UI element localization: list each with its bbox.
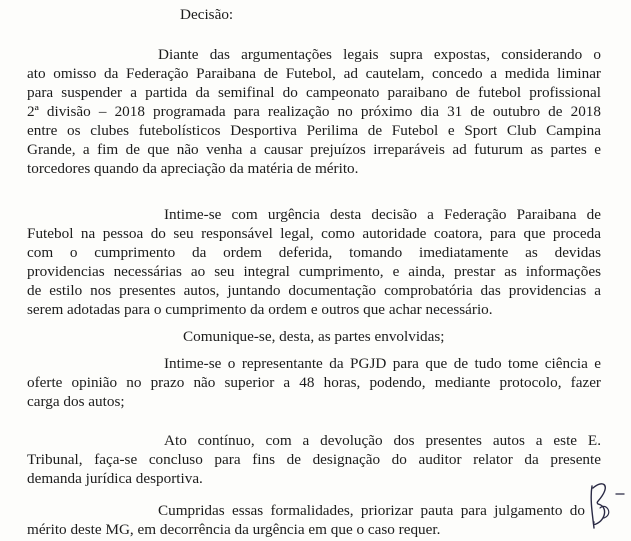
paragraph-1-line-2: ato omisso da Federação Paraibana de Futebol, ad cautelam, concedo a medida liminar: [27, 65, 601, 82]
paragraph-5-line-1: Ato contínuo, com a devolução dos presentes autos a este E.: [164, 432, 601, 449]
paragraph-6-line-2: mérito deste MG, em decorrência da urgência em que o caso requer.: [27, 521, 441, 538]
paragraph-2-line-1: Intime-se com urgência desta decisão a Federação Paraibana de: [164, 206, 601, 223]
paragraph-3: Comunique-se, desta, as partes envolvidas;: [183, 328, 445, 345]
paragraph-4-line-1: Intime-se o representante da PGJD para que de tudo tome ciência e: [164, 355, 601, 372]
paragraph-2-line-3: com o cumprimento da ordem deferida, tomando imediatamente as devidas: [27, 244, 601, 261]
paragraph-1-line-5: entre os clubes futebolísticos Desportiva Perilima de Futebol e Sport Club Campina: [27, 122, 601, 139]
paragraph-6-line-1: Cumpridas essas formalidades, priorizar pauta para julgamento do: [158, 502, 585, 519]
paragraph-4-line-3: carga dos autos;: [27, 393, 125, 410]
paragraph-2-line-6: serem adotadas para o cumprimento da ordem e outros que achar necessário.: [27, 301, 493, 318]
paragraph-4-line-2: oferte opinião no prazo não superior a 48 horas, podendo, mediante protocolo, fazer: [27, 374, 601, 391]
paragraph-1-line-6: Grande, a fim de que não venha a causar prejuízos irreparáveis ad futurum as partes e: [27, 141, 601, 158]
paragraph-2-line-5: de estilo nos presentes autos, juntando documentação comprobatória das providencias a: [27, 282, 601, 299]
paragraph-1-line-4: 2ª divisão – 2018 programada para realização no próximo dia 31 de outubro de 2018: [27, 103, 601, 120]
handwritten-signature: [586, 478, 628, 536]
paragraph-5-line-2: Tribunal, faça-se concluso para fins de designação do auditor relator da presente: [27, 451, 601, 468]
paragraph-2-line-4: providencias necessárias ao seu integral cumprimento, e ainda, prestar as informações: [27, 263, 601, 280]
paragraph-5-line-3: demanda jurídica desportiva.: [27, 470, 203, 487]
paragraph-1-line-3: para suspender a partida da semifinal do campeonato paraibano de futebol profissional: [27, 84, 601, 101]
paragraph-1-line-7: torcedores quando da apreciação da matéria de mérito.: [27, 160, 359, 177]
paragraph-2-line-2: Futebol na pessoa do seu responsável legal, como autoridade coatora, para que proceda: [27, 225, 601, 242]
decision-heading: Decisão:: [180, 6, 234, 23]
paragraph-1-line-1: Diante das argumentações legais supra expostas, considerando o: [158, 46, 601, 63]
